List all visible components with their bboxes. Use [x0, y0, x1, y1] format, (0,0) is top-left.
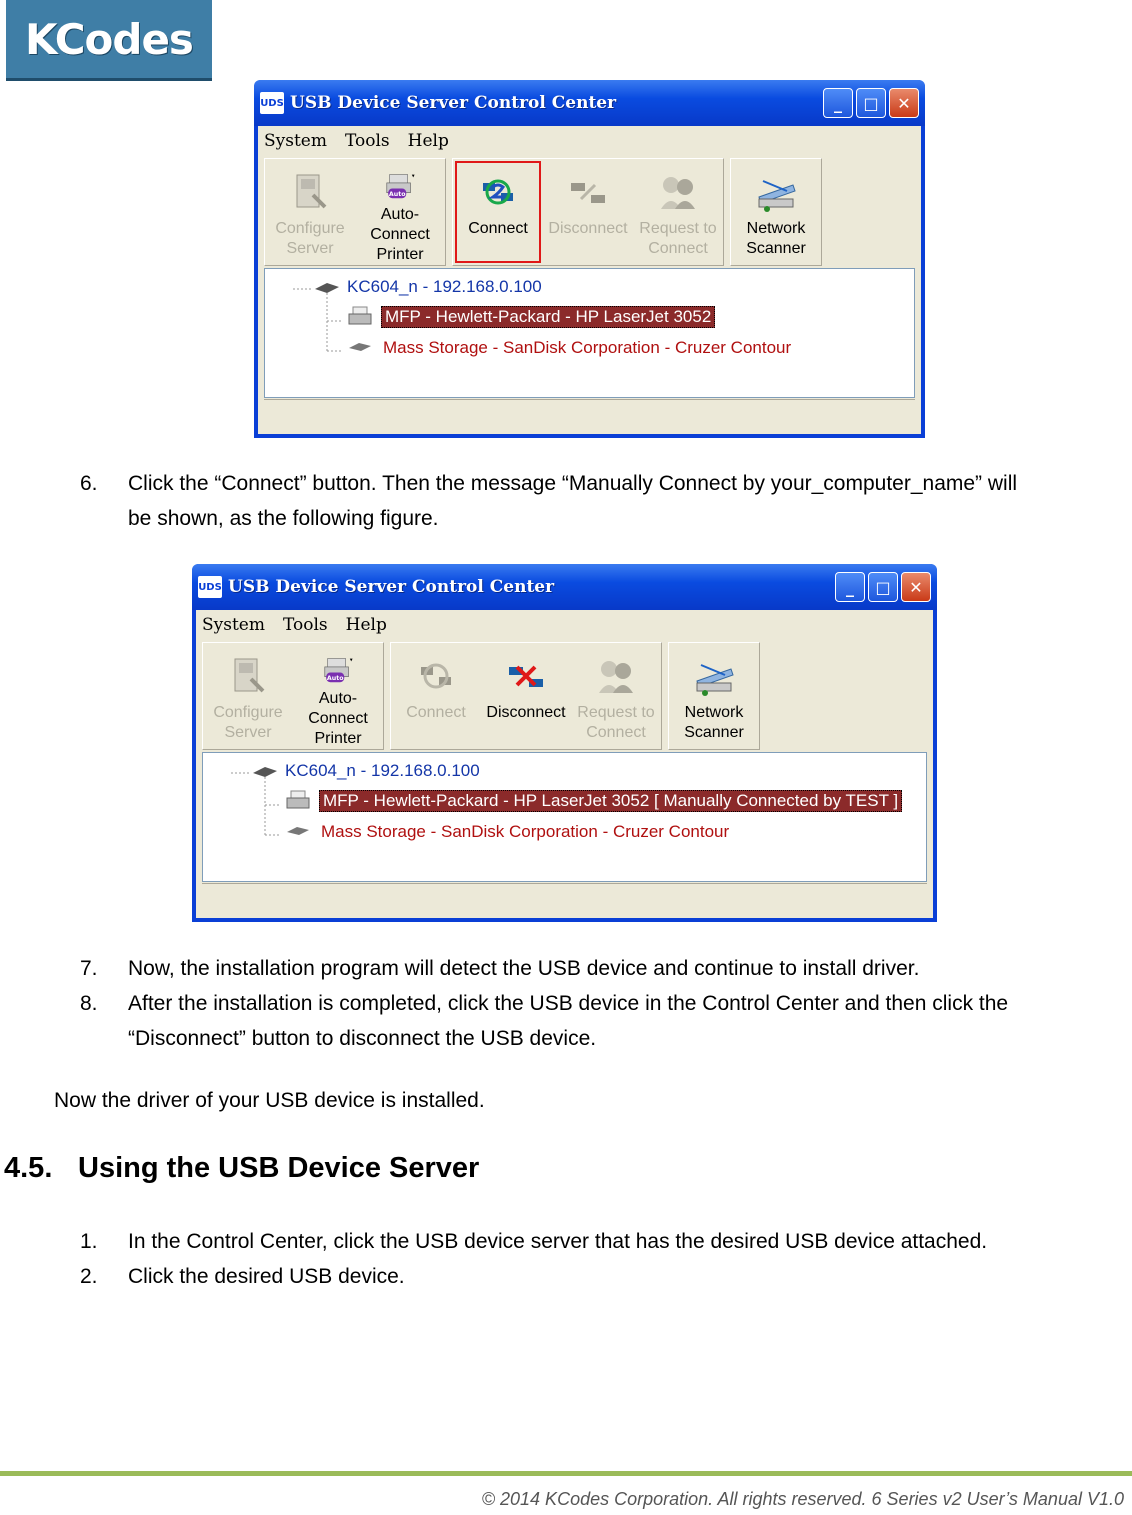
- storage-icon: [285, 823, 311, 843]
- uds-app-icon: UDS: [198, 576, 222, 598]
- menu-help[interactable]: Help: [345, 615, 387, 635]
- toolbar-group-scanner: [730, 158, 822, 266]
- step-7: [80, 951, 1120, 986]
- server-icon: [313, 279, 341, 300]
- kcodes-logo: [6, 0, 212, 81]
- configure-label-1: Configure: [275, 220, 345, 237]
- configure-server-icon: [287, 169, 333, 215]
- menu-system[interactable]: System: [264, 131, 327, 151]
- step-1: [80, 1224, 1120, 1259]
- footer-rule: [0, 1471, 1132, 1476]
- tree-device-storage[interactable]: Mass Storage - SanDisk Corporation - Cruzer Contour: [383, 338, 792, 357]
- step-number: 1.: [80, 1230, 98, 1253]
- window-title: USB Device Server Control Center: [290, 93, 617, 113]
- step-text: [128, 466, 1120, 536]
- toolbar-group-device: [390, 642, 662, 750]
- printer-icon: [347, 305, 373, 332]
- scanner-label-2: Scanner: [684, 724, 744, 741]
- window-title: USB Device Server Control Center: [228, 577, 555, 597]
- menu-system[interactable]: System: [202, 615, 265, 635]
- configure-server-button[interactable]: [265, 159, 355, 265]
- storage-icon: [347, 339, 373, 359]
- section-heading: [4, 1152, 479, 1185]
- connect-icon: [475, 169, 521, 215]
- disconnect-icon: [503, 653, 549, 699]
- connect-label: Connect: [406, 704, 466, 721]
- menu-tools[interactable]: Tools: [283, 615, 328, 635]
- device-tree: [202, 752, 927, 882]
- step-8: [80, 986, 1120, 1056]
- disconnect-button[interactable]: [543, 159, 633, 265]
- request-connect-icon: [593, 653, 639, 699]
- menu-bar: [196, 610, 933, 640]
- svg-text:Auto: Auto: [326, 675, 344, 683]
- window-client: [258, 126, 921, 434]
- maximize-button[interactable]: □: [856, 88, 886, 118]
- window-client: [196, 610, 933, 918]
- step-number: 8.: [80, 992, 98, 1015]
- toolbar: [264, 158, 915, 266]
- title-bar: [192, 564, 937, 610]
- close-button[interactable]: ✕: [901, 572, 931, 602]
- menu-help[interactable]: Help: [407, 131, 449, 151]
- minimize-button[interactable]: _: [835, 572, 865, 602]
- request-connect-button[interactable]: [571, 643, 661, 749]
- auto-connect-label-1: Auto-Connect: [370, 206, 430, 243]
- minimize-button[interactable]: _: [823, 88, 853, 118]
- control-center-window-2: [192, 564, 937, 922]
- disconnect-label: Disconnect: [486, 704, 566, 721]
- configure-server-button[interactable]: [203, 643, 293, 749]
- maximize-button[interactable]: □: [868, 572, 898, 602]
- request-label-1: Request to: [639, 220, 717, 237]
- step-text: [128, 986, 1120, 1056]
- section-title: Using the USB Device Server: [78, 1152, 480, 1184]
- scanner-label-1: Network: [684, 704, 744, 721]
- request-connect-button[interactable]: [633, 159, 723, 265]
- tree-device-printer[interactable]: MFP - Hewlett-Packard - HP LaserJet 3052: [381, 306, 715, 328]
- step-line: Click the “Connect” button. Then the message “Manually Connect by your_computer_name” will: [128, 472, 1018, 495]
- network-scanner-button[interactable]: [731, 159, 821, 265]
- tree-device-printer[interactable]: MFP - Hewlett-Packard - HP LaserJet 3052 [ Manually Connected by TEST ]: [319, 790, 902, 812]
- auto-connect-printer-button[interactable]: [355, 159, 445, 265]
- close-button[interactable]: ✕: [889, 88, 919, 118]
- connect-label: Connect: [468, 220, 528, 237]
- install-note: Now the driver of your USB device is installed.: [54, 1089, 485, 1112]
- step-2: [80, 1259, 1120, 1294]
- step-line: After the installation is completed, click the USB device in the Control Center and then click the: [128, 992, 1009, 1015]
- configure-label-1: Configure: [213, 704, 283, 721]
- step-text: Click the desired USB device.: [128, 1265, 405, 1288]
- request-label-2: Connect: [648, 240, 708, 257]
- title-bar: [254, 80, 925, 126]
- request-connect-icon: [655, 169, 701, 215]
- tree-server-node[interactable]: KC604_n - 192.168.0.100: [285, 761, 480, 780]
- step-number: 6.: [80, 472, 98, 495]
- scanner-label-2: Scanner: [746, 240, 806, 257]
- uds-app-icon: UDS: [260, 92, 284, 114]
- connect-button[interactable]: [453, 159, 543, 265]
- toolbar-group-server: [202, 642, 384, 750]
- step-text: In the Control Center, click the USB device server that has the desired USB device attached.: [128, 1230, 988, 1253]
- auto-connect-printer-button[interactable]: [293, 643, 383, 749]
- auto-connect-label-1: Auto-Connect: [308, 690, 368, 727]
- configure-label-2: Server: [224, 724, 272, 741]
- toolbar-group-scanner: [668, 642, 760, 750]
- request-label-1: Request to: [577, 704, 655, 721]
- connect-icon: [413, 653, 459, 699]
- disconnect-button[interactable]: [481, 643, 571, 749]
- connect-button[interactable]: [391, 643, 481, 749]
- tree-device-storage[interactable]: Mass Storage - SanDisk Corporation - Cruzer Contour: [321, 822, 730, 841]
- logo-text: KCodes: [25, 14, 193, 64]
- step-number: 2.: [80, 1265, 98, 1288]
- disconnect-icon: [565, 169, 611, 215]
- status-bar: [202, 883, 927, 912]
- step-text: Now, the installation program will detect the USB device and continue to install driver.: [128, 957, 920, 980]
- printer-icon: [285, 789, 311, 816]
- toolbar: [202, 642, 927, 750]
- network-scanner-icon: [691, 653, 737, 699]
- step-line: “Disconnect” button to disconnect the USB device.: [128, 1027, 597, 1050]
- svg-text:Auto: Auto: [388, 191, 406, 199]
- toolbar-group-server: [264, 158, 446, 266]
- auto-connect-printer-icon: [315, 653, 361, 685]
- device-tree: [264, 268, 915, 398]
- step-line: be shown, as the following figure.: [128, 507, 439, 530]
- auto-connect-printer-icon: [377, 169, 423, 201]
- configure-label-2: Server: [286, 240, 334, 257]
- tree-server-node[interactable]: KC604_n - 192.168.0.100: [347, 277, 542, 296]
- section-number: 4.5.: [4, 1152, 53, 1184]
- toolbar-group-device: [452, 158, 724, 266]
- status-bar: [264, 399, 915, 428]
- footer-copyright: © 2014 KCodes Corporation. All rights reserved. 6 Series v2 User’s Manual V1.0: [481, 1489, 1124, 1509]
- request-label-2: Connect: [586, 724, 646, 741]
- scanner-label-1: Network: [746, 220, 806, 237]
- network-scanner-button[interactable]: [669, 643, 759, 749]
- disconnect-label: Disconnect: [548, 220, 628, 237]
- menu-bar: [258, 126, 921, 156]
- menu-tools[interactable]: Tools: [345, 131, 390, 151]
- step-6: [80, 466, 1120, 536]
- control-center-window-1: [254, 80, 925, 438]
- step-number: 7.: [80, 957, 98, 980]
- auto-connect-label-2: Printer: [376, 246, 424, 263]
- auto-connect-label-2: Printer: [314, 730, 362, 747]
- server-icon: [251, 763, 279, 784]
- configure-server-icon: [225, 653, 271, 699]
- network-scanner-icon: [753, 169, 799, 215]
